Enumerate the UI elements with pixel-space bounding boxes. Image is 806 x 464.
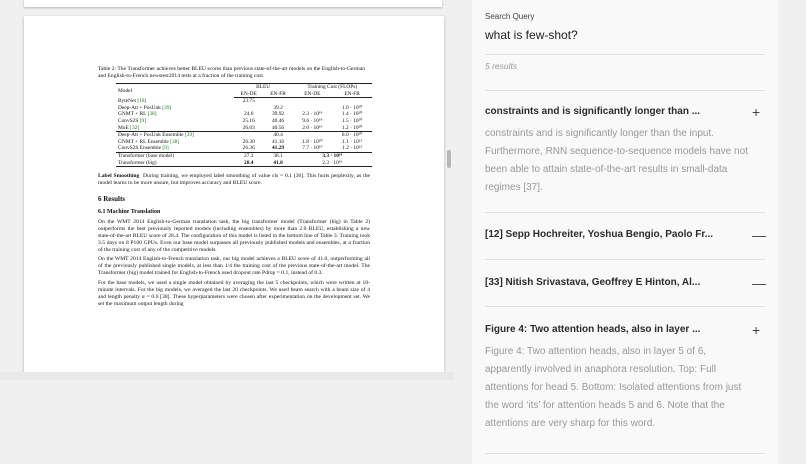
divider: [485, 90, 765, 91]
table-caption: Table 2: The Transformer achieves better BLEU scores than previous state-of-the-art models on the English-to-German and English-to-French newstest2014 tests at a fraction of the training cost.: [98, 66, 365, 79]
cell-cost-fr: 1.2 · 10²¹: [342, 145, 363, 152]
table-row: [116, 132, 372, 139]
table-row: [116, 145, 372, 152]
divider: [485, 259, 765, 260]
col-model-header: Model: [116, 84, 234, 98]
cell-bleu-de: 25.16: [242, 117, 255, 124]
citation-link[interactable]: [39]: [184, 132, 194, 139]
result-snippet: Figure 4: Two attention heads, also in layer 5 of 6, apparently involved in anaphora resolution. Top: Full attentions for head 5. Bottom: Isolated attentions from just the word ‘its’ for attention heads 5 and 6. Note that the attentions are very sharp for this word.: [485, 346, 742, 429]
cell-model: [116, 145, 234, 152]
cell-bleu-de: 24.6: [244, 111, 254, 118]
cell-bleu-de: 26.36: [242, 145, 255, 152]
model-name: ByteNet: [118, 97, 136, 104]
cell-cost-de: 2.3 · 10¹⁹: [302, 111, 323, 118]
cell-bleu-de: [234, 105, 264, 112]
table-row: [116, 118, 372, 125]
page-content: [98, 66, 370, 308]
table-row: [116, 111, 372, 118]
cell-model: [116, 160, 234, 167]
table-row: [116, 152, 372, 159]
citation-link[interactable]: [32]: [130, 124, 140, 131]
cell-model: [116, 111, 234, 118]
cell-bleu-fr: 39.92: [271, 111, 285, 118]
cell-bleu-fr: 38.1: [264, 152, 293, 159]
cell-cost-de: [293, 105, 333, 112]
result-snippet: constraints and is significantly longer than the input. Furthermore, RNN sequence-to-sequence models have not been able to attain state-of-the-art results in small-data regimes [37].: [485, 128, 748, 193]
cell-model: [116, 125, 234, 132]
table-row: [116, 98, 372, 105]
divider: [485, 306, 765, 307]
minus-icon[interactable]: —: [752, 275, 766, 291]
table-row: [116, 139, 372, 146]
pdf-page: [24, 16, 444, 372]
citation-link[interactable]: [9]: [162, 145, 169, 152]
model-name: GNMT + RL Ensemble: [118, 138, 169, 145]
cell-bleu-fr: 41.8: [264, 160, 293, 167]
cell-model: [116, 105, 234, 112]
cell-bleu-de: 26.30: [242, 138, 255, 145]
table-row: [116, 160, 372, 167]
cell-bleu-fr: 39.2: [273, 104, 283, 111]
previous-page: [24, 0, 442, 7]
cell-bleu-de: 23.75: [242, 98, 255, 105]
paragraph-checkpoints: For the base models, we used a single model obtained by averaging the last 5 checkpoints, which were written at 10-minute intervals. For the big models, we averaged the last 20 checkpoints. We used beam search with a beam size of 4 and length penalty α = 0.6 [38]. These hyperparameters were chosen after experimentation on the development set. We set the maximum output length during: [98, 280, 370, 307]
model-name: Transformer (base model): [118, 152, 175, 159]
result-title[interactable]: [33] Nitish Srivastava, Geoffrey E Hinton, Al...: [485, 277, 701, 288]
plus-icon[interactable]: +: [752, 322, 761, 338]
divider: [485, 212, 765, 213]
minus-icon[interactable]: —: [752, 227, 766, 243]
divider: [485, 54, 765, 55]
pdf-viewer[interactable]: [0, 0, 455, 380]
cell-bleu-de: [234, 132, 264, 139]
search-query-label: Search Query: [485, 12, 535, 21]
cell-model: [116, 139, 234, 146]
viewer-footer: [0, 372, 455, 380]
cell-bleu-de: 27.3: [234, 152, 264, 159]
model-name: ConvS2S: [118, 117, 139, 124]
col-bleu-header: BLEU: [234, 84, 293, 91]
search-panel: [472, 0, 778, 464]
paragraph-en-de: On the WMT 2014 English-to-German translation task, the big transformer model (Transformer (big) in Table 2) outperforms the best previously reported models (including ensembles) by more than 2.0 BLEU, establishing a new state-of-the-art BLEU score of 28.4. The configuration of this model is listed in the bottom line of Table 3. Training took 3.5 days on 8 P100 GPUs. Even our base model surpasses all previously published models and ensembles, at a fraction of the training cost of any of the competitive models.: [98, 218, 370, 253]
sub-header-ende: EN-DE: [293, 91, 333, 98]
divider: [485, 453, 765, 454]
cell-cost-fr: 1.4 · 10²⁰: [341, 111, 363, 118]
resize-handle[interactable]: [447, 150, 451, 168]
cell-bleu-de: 28.4: [234, 160, 264, 167]
cell-cost-de: [293, 132, 333, 139]
sub-header-ende: EN-DE: [234, 91, 264, 98]
results-table: [116, 83, 372, 167]
subsection-title: 6.1 Machine Translation: [98, 208, 161, 215]
citation-link[interactable]: [38]: [147, 111, 157, 118]
label-smoothing-text: During training, we employed label smoothing of value εls = 0.1 [36]. This hurts perplexity, as the model learns to be more unsure, but improves accuracy and BLEU score.: [98, 173, 371, 187]
cell-model: [116, 132, 234, 139]
cell-model: [116, 152, 234, 159]
cell-cost-fr: 8.0 · 10²⁰: [332, 132, 372, 139]
cell-bleu-fr: 40.4: [264, 132, 293, 139]
model-name: GNMT + RL: [118, 111, 147, 118]
section-title: 6 Results: [98, 194, 126, 203]
cell-bleu-fr: 40.56: [271, 124, 285, 131]
cell-cost-fr: 1.1 · 10²¹: [342, 138, 363, 145]
cell-bleu-fr: 41.16: [271, 138, 285, 145]
citation-link[interactable]: [18]: [137, 97, 147, 104]
plus-icon[interactable]: +: [752, 104, 761, 120]
cell-bleu-fr: 41.29: [271, 145, 285, 152]
label-smoothing-title: Label Smoothing: [98, 173, 140, 180]
results-count: 5 results: [485, 61, 518, 71]
cell-cost-de: 9.6 · 10¹⁸: [302, 117, 323, 124]
search-query-text[interactable]: what is few-shot?: [485, 28, 578, 42]
model-name: MoE: [118, 124, 129, 131]
cell-bleu-de: 26.03: [242, 124, 255, 131]
citation-link[interactable]: [38]: [170, 138, 180, 145]
sub-header-enfr: EN-FR: [264, 91, 293, 98]
cell-cost-de: 2.0 · 10¹⁹: [302, 124, 323, 131]
model-name: Deep-Att + PosUnk: [118, 104, 161, 111]
citation-link[interactable]: [39]: [162, 104, 172, 111]
model-name: Transformer (big): [118, 159, 157, 166]
cell-cost-fr: 1.0 · 10²⁰: [341, 104, 363, 111]
model-name: ConvS2S Ensemble: [118, 145, 161, 152]
sub-header-enfr: EN-FR: [332, 91, 372, 98]
table-row: [116, 105, 372, 112]
cell-cost-de: 7.7 · 10¹⁹: [302, 145, 323, 152]
cell-model: [116, 98, 234, 105]
cell-cost-de: [293, 98, 333, 105]
cell-model: [116, 118, 234, 125]
cell-cost-fr: [332, 98, 372, 105]
table-body: [116, 98, 372, 167]
citation-link[interactable]: [9]: [139, 117, 147, 124]
cell-cost-de: 2.3 · 10¹⁹: [293, 160, 373, 167]
result-title[interactable]: [12] Sepp Hochreiter, Yoshua Bengio, Paolo Fr...: [485, 229, 714, 240]
model-name: Deep-Att + PosUnk Ensemble: [118, 132, 184, 139]
cell-cost-de: 3.3 · 10¹⁸: [293, 152, 373, 159]
label-smoothing-paragraph: [98, 173, 370, 187]
result-title[interactable]: constraints and is significantly longer than ...: [485, 106, 701, 117]
result-title[interactable]: Figure 4: Two attention heads, also in layer ...: [485, 324, 701, 335]
cell-cost-fr: 1.2 · 10²⁰: [341, 124, 363, 131]
cell-bleu-fr: 40.46: [271, 117, 285, 124]
cell-cost-fr: 1.5 · 10²⁰: [341, 117, 363, 124]
col-cost-header: Training Cost (FLOPs): [293, 84, 373, 91]
table-row: [116, 125, 372, 132]
cell-bleu-fr: [264, 98, 293, 105]
paragraph-en-fr: On the WMT 2014 English-to-French translation task, our big model achieves a BLEU score of 41.0, outperforming all of the previously published single models, at less than 1/4 the training cost of the previous state-of-the-art model. The Transformer (big) model trained for English-to-French used dropout rate Pdrop = 0.1, instead of 0.3.: [98, 256, 370, 277]
cell-cost-de: 1.8 · 10²⁰: [302, 138, 323, 145]
